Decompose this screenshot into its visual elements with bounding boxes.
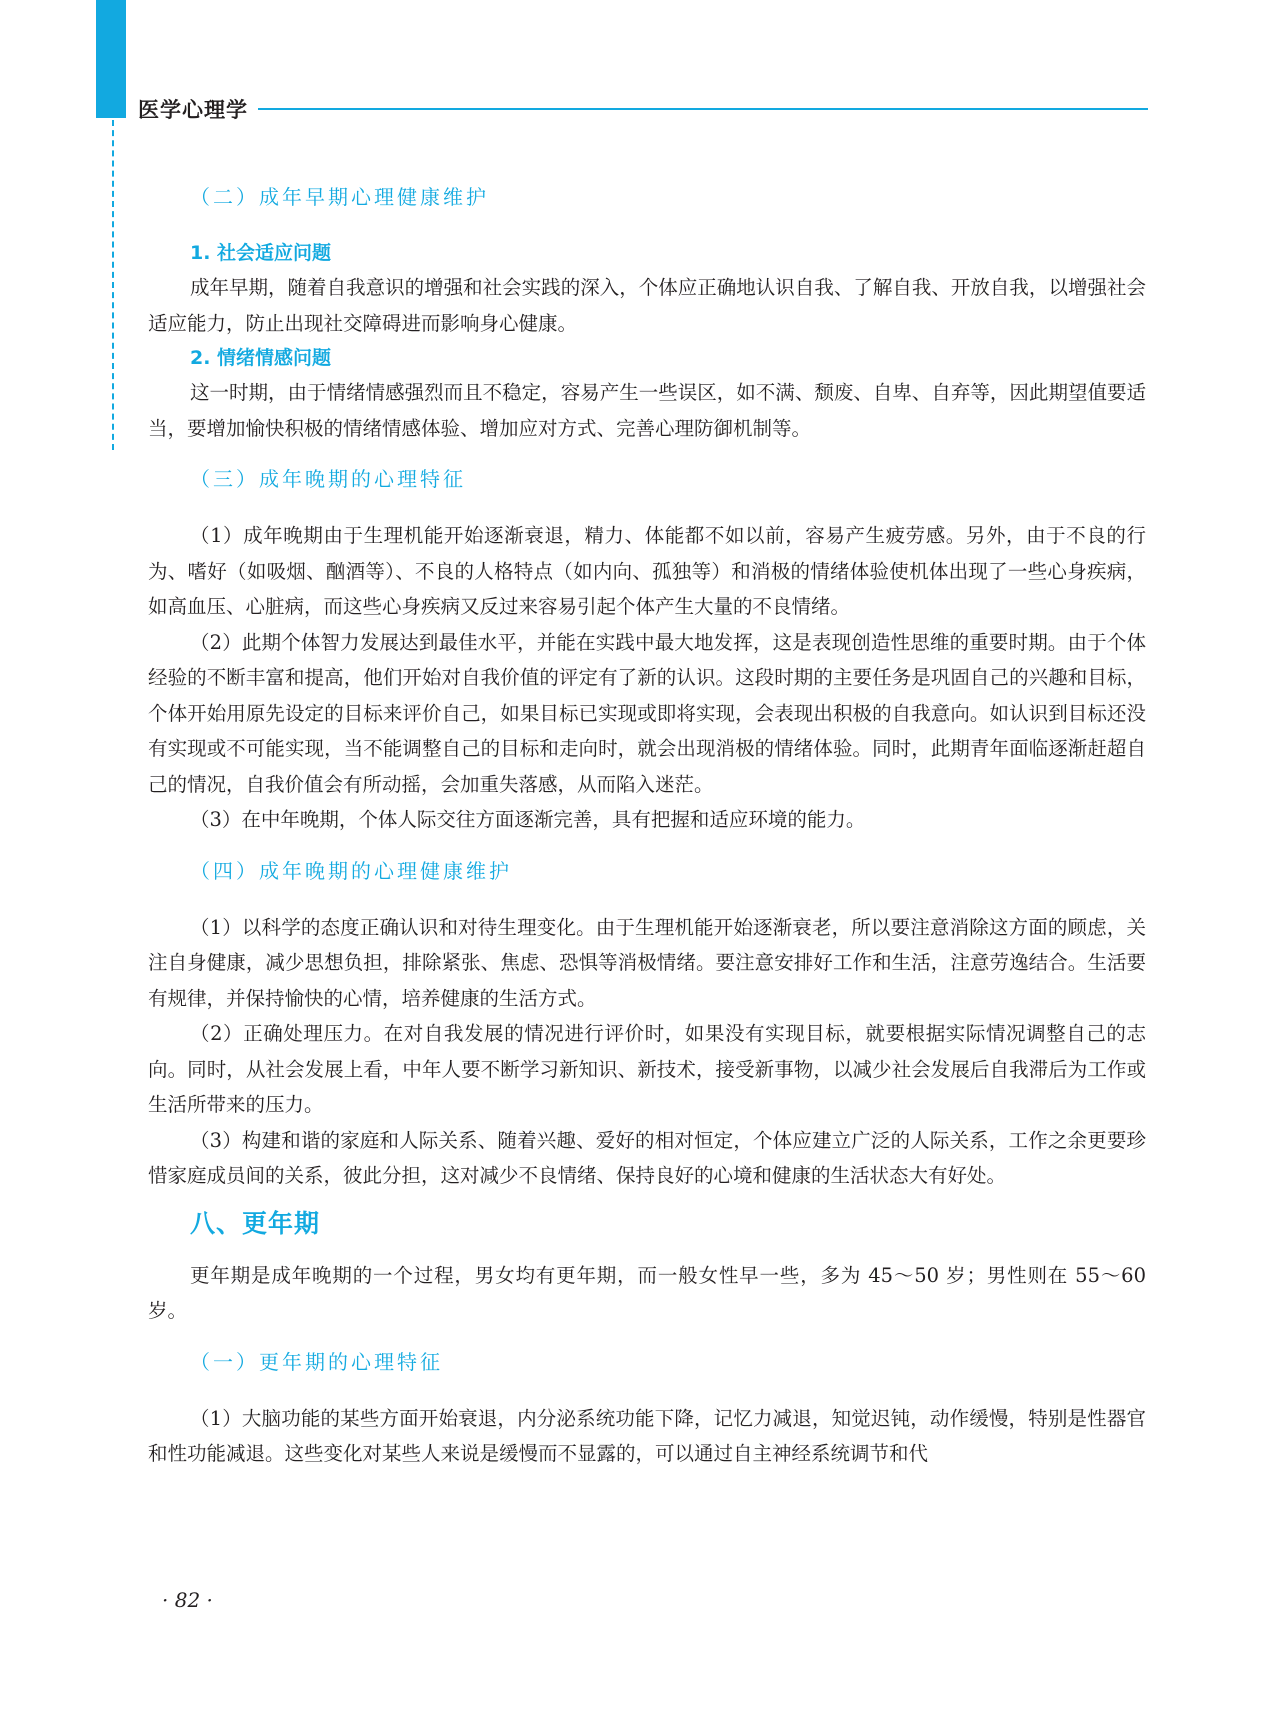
item-heading-emotion: 2. 情绪情感问题	[190, 347, 332, 369]
side-color-tab	[96, 0, 126, 118]
paragraph: （3）在中年晚期，个体人际交往方面逐渐完善，具有把握和适应环境的能力。	[190, 808, 866, 831]
paragraph: 更年期是成年晚期的一个过程，男女均有更年期，而一般女性早一些，多为 45～50 岁；男性则在 55～60 岁。	[148, 1263, 1146, 1322]
paragraph: （2）此期个体智力发展达到最佳水平，并能在实践中最大地发挥，这是表现创造性思维的重要时期。由于个体经验的不断丰富和提高，他们开始对自我价值的评定有了新的认识。这段时期的主要任务是巩固自己的兴趣和目标，个体开始用原先设定的目标来评价自己，如果目标已实现或即将实现，会表现出积极的自我意向。如认识到目标还没有实现或不可能实现，当不能调整自己的目标和走向时，就会出现消极的情绪体验。同时，此期青年面临逐渐赶超自己的情况，自我价值会有所动摇，会加重失落感，从而陷入迷茫。	[148, 630, 1146, 796]
paragraph: 这一时期，由于情绪情感强烈而且不稳定，容易产生一些误区，如不满、颓废、自卑、自弃等，因此期望值要适当，要增加愉快积极的情绪情感体验、增加应对方式、完善心理防御机制等。	[148, 381, 1146, 440]
section-heading-menopause: 八、更年期	[190, 1208, 321, 1238]
running-title: 医学心理学	[138, 98, 248, 122]
paragraph: （2）正确处理压力。在对自我发展的情况进行评价时，如果没有实现目标，就要根据实际情况调整自己的志向。同时，从社会发展上看，中年人要不断学习新知识、新技术，接受新事物，以减少社会发展后自我滞后为工作或生活所带来的压力。	[148, 1022, 1146, 1116]
page-number: · 82 ·	[162, 1588, 213, 1612]
header-rule	[258, 108, 1148, 110]
side-dashed-rule	[112, 120, 114, 450]
subheading-menopause-characteristics: （一）更年期的心理特征	[190, 1349, 443, 1374]
paragraph: （1）成年晚期由于生理机能开始逐渐衰退，精力、体能都不如以前，容易产生疲劳感。另外，由于不良的行为、嗜好（如吸烟、酗酒等）、不良的人格特点（如内向、孤独等）和消极的情绪体验使机体出现了一些心身疾病，如高血压、心脏病，而这些心身疾病又反过来容易引起个体产生大量的不良情绪。	[148, 524, 1146, 618]
subheading-adult-late-maintenance: （四）成年晚期的心理健康维护	[190, 858, 512, 883]
subheading-adult-late-characteristics: （三）成年晚期的心理特征	[190, 467, 466, 491]
paragraph: （1）大脑功能的某些方面开始衰退，内分泌系统功能下降，记忆力减退，知觉迟钝，动作缓慢，特别是性器官和性功能减退。这些变化对某些人来说是缓慢而不显露的，可以通过自主神经系统调节和代	[148, 1406, 1146, 1465]
paragraph: 成年早期，随着自我意识的增强和社会实践的深入，个体应正确地认识自我、了解自我、开放自我，以增强社会适应能力，防止出现社交障碍进而影响身心健康。	[148, 276, 1146, 335]
subheading-adult-early-maintenance: （二）成年早期心理健康维护	[190, 185, 489, 209]
paragraph: （3）构建和谐的家庭和人际关系、随着兴趣、爱好的相对恒定，个体应建立广泛的人际关系，工作之余更要珍惜家庭成员间的关系，彼此分担，这对减少不良情绪、保持良好的心境和健康的生活状态大有好处。	[148, 1128, 1146, 1187]
item-heading-social-adaptation: 1. 社会适应问题	[190, 242, 332, 264]
page-body	[148, 168, 1146, 1472]
paragraph: （1）以科学的态度正确认识和对待生理变化。由于生理机能开始逐渐衰老，所以要注意消除这方面的顾虑，关注自身健康，减少思想负担，排除紧张、焦虑、恐惧等消极情绪。要注意安排好工作和生活，注意劳逸结合。生活要有规律，并保持愉快的心情，培养健康的生活方式。	[148, 915, 1146, 1010]
